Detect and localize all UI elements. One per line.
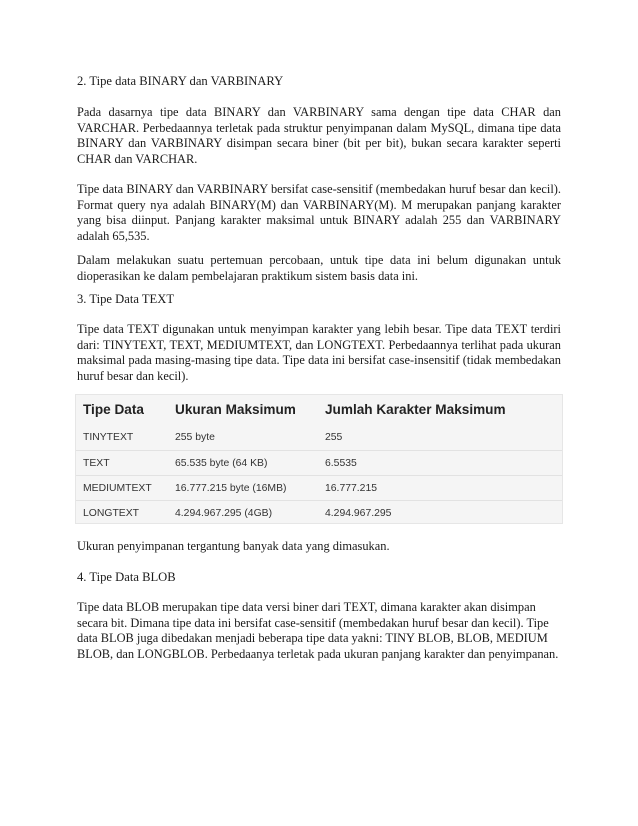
heading-text: 3. Tipe Data TEXT — [77, 292, 175, 306]
table-cell: 4.294.967.295 — [325, 507, 392, 519]
heading-blob: 4. Tipe Data BLOB — [77, 570, 176, 584]
table-cell: 6.5535 — [325, 457, 357, 469]
paragraph-line: data BLOB juga dibedakan menjadi beberapa tipe data yakni: TINY BLOB, BLOB, MEDIUM — [77, 631, 548, 646]
table-row — [76, 500, 562, 526]
paragraph-line: BLOB, dan LONGBLOB. Perbedaanya terletak pada ukuran panjang karakter dan penyimpanan. — [77, 646, 559, 661]
table-cell: 65.535 byte (64 KB) — [175, 457, 268, 469]
paragraph-line: Tipe data BLOB merupakan tipe data versi biner dari TEXT, dimana karakter akan disimpan — [77, 600, 536, 614]
table-cell: 4.294.967.295 (4GB) — [175, 507, 273, 519]
table-header-cell: Ukuran Maksimum — [175, 402, 296, 418]
paragraph-blob — [77, 600, 577, 662]
table-cell: 16.777.215 byte (16MB) — [175, 482, 287, 494]
paragraph-text-2: Ukuran penyimpanan tergantung banyak data yang dimasukan. — [77, 539, 390, 553]
table-cell: 255 byte — [175, 431, 215, 443]
table-cell: TINYTEXT — [83, 431, 134, 443]
paragraph-line: secara bit. Dimana tipe data ini bersifat case-sensitif (membedakan huruf besar dan kecil). Tipe — [77, 615, 549, 630]
paragraph-binary-1: Pada dasarnya tipe data BINARY dan VARBINARY sama dengan tipe data CHAR dan VARCHAR. Perbedaannya terletak pada struktur penyimpanan dalam MySQL, dimana tipe data BINARY dan VARBINARY disimpan secara biner (bit per bit), bukan secara karakter seperti CHAR dan VARCHAR. — [77, 105, 561, 166]
table-cell: LONGTEXT — [83, 507, 140, 519]
table-cell: TEXT — [83, 457, 110, 469]
table-header-row — [76, 395, 562, 425]
table-row — [76, 425, 562, 450]
table-header-cell: Tipe Data — [83, 402, 144, 418]
paragraph-binary-3: Dalam melakukan suatu pertemuan percobaan, untuk tipe data ini belum digunakan untuk dioperasikan ke dalam pembelajaran praktikum sistem basis data ini. — [77, 253, 561, 283]
table-row — [76, 475, 562, 501]
table-cell: 16.777.215 — [325, 482, 378, 494]
table-header-cell: Jumlah Karakter Maksimum — [325, 402, 506, 418]
heading-binary: 2. Tipe data BINARY dan VARBINARY — [77, 74, 284, 88]
table-cell: MEDIUMTEXT — [83, 482, 152, 494]
paragraph-binary-2: Tipe data BINARY dan VARBINARY bersifat case-sensitif (membedakan huruf besar dan kecil). Format query nya adalah BINARY(M) dan VARBINARY(M). M merupakan panjang karakter yang bisa diinput. Panjang karakter maksimal untuk BINARY adalah 255 dan VARBINARY adalah 65,535. — [77, 182, 561, 243]
paragraph-text-1: Tipe data TEXT digunakan untuk menyimpan karakter yang lebih besar. Tipe data TEXT terdiri dari: TINYTEXT, TEXT, MEDIUMTEXT, dan LONGTEXT. Perbedaannya terlihat pada ukuran maksimal pada masing-masing tipe data. Tipe data ini bersifat case-insensitif (tidak membedakan huruf besar dan kecil). — [77, 322, 561, 383]
text-types-table — [75, 394, 563, 524]
table-row — [76, 450, 562, 476]
table-cell: 255 — [325, 431, 343, 443]
